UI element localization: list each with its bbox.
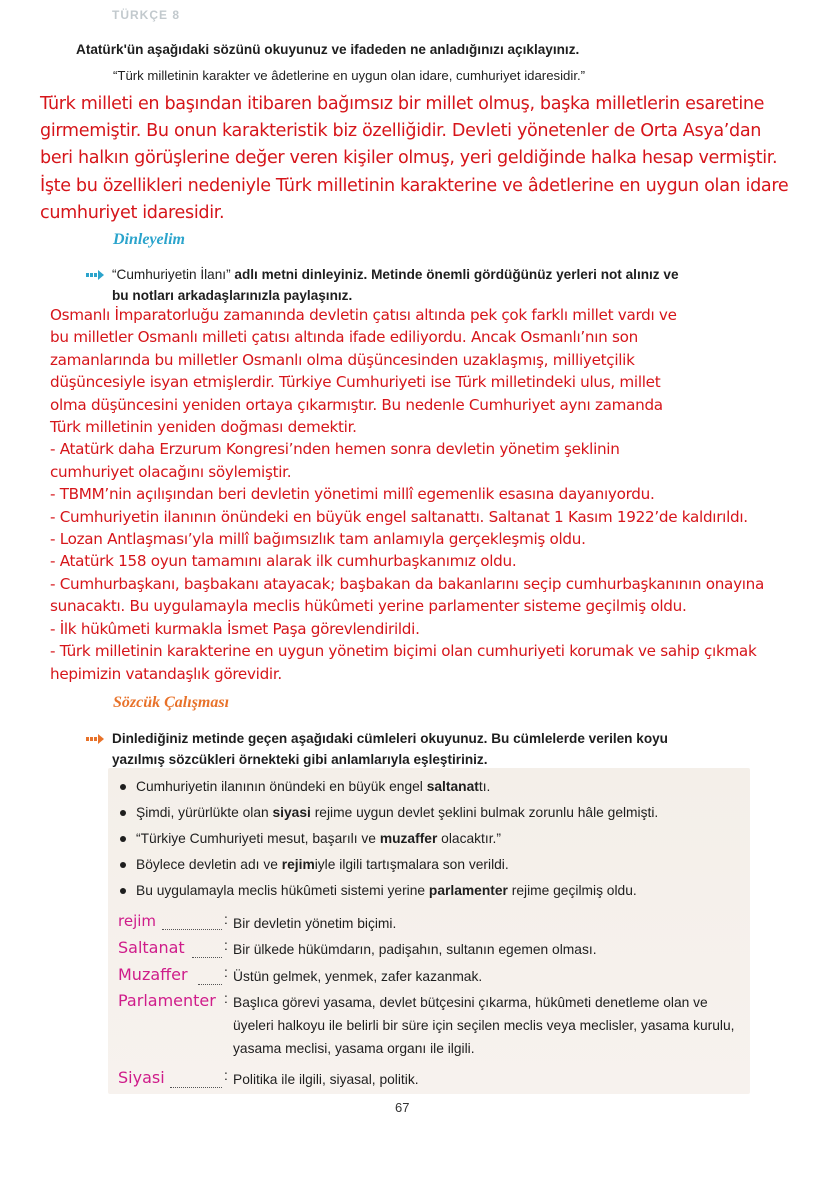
- definition-row: [118, 1068, 748, 1092]
- definition-row: [118, 965, 748, 989]
- definition-text: Bir devletin yönetim biçimi.: [233, 916, 397, 931]
- handwritten-answer-2: [50, 304, 830, 685]
- listening-section-title: Dinleyelim: [113, 231, 185, 248]
- sentence-text: Şimdi, yürürlükte olan: [136, 805, 273, 820]
- definition-text: Üstün gelmek, yenmek, zafer kazanmak.: [233, 969, 483, 984]
- answer1-line: cumhuriyet idaresidir.: [40, 202, 225, 223]
- definition-row: [118, 912, 748, 936]
- example-sentence: [118, 878, 748, 904]
- sentence-text: tı.: [478, 779, 491, 794]
- word-study-task-line2: yazılmış sözcükleri örnekteki gibi anlamlarıyla eşleştiriniz.: [112, 752, 488, 767]
- example-sentences: [118, 774, 748, 904]
- answer2-line: - Atatürk daha Erzurum Kongresi’nden hemen sonra devletin yönetim şeklinin: [50, 440, 620, 459]
- listening-task: [112, 264, 752, 306]
- listening-text-title: “Cumhuriyetin İlanı”: [112, 267, 231, 282]
- answer2-line: bu milletler Osmanlı milleti çatısı altında ifade ediliyordu. Ancak Osmanlı’nın son: [50, 328, 638, 347]
- sentence-text: Bu uygulamayla meclis hükûmeti sistemi yerine: [136, 883, 429, 898]
- definition-text: Başlıca görevi yasama, devlet bütçesini çıkarma, hükûmeti denetleme olan ve üyeleri halkoyu ile belirli bir süre için seçilen meclis veya meclisler, yasama kurulu, yasama meclisi, yasama organı ile ilgili.: [233, 995, 735, 1056]
- answer2-line: zamanlarında bu milletler Osmanlı olma düşüncesinden uzaklaşmış, milliyetçilik: [50, 350, 635, 369]
- keyword: muzaffer: [379, 831, 438, 846]
- answer2-line: - İlk hükûmeti kurmakla İsmet Paşa görevlendirildi.: [50, 619, 420, 638]
- handwritten-answer-1: [40, 91, 830, 227]
- definition-term: Parlamenter: [118, 991, 216, 1010]
- answer2-line: Türk milletinin yeniden doğması demektir.: [50, 418, 357, 437]
- answer1-line: Türk milleti en başından itibaren bağımsız bir millet olmuş, başka milletlerin esaretine: [40, 94, 765, 114]
- answer2-line: - Türk milletinin karakterine en uygun yönetim biçimi olan cumhuriyeti korumak ve sahip çıkmak: [50, 642, 757, 661]
- definition-text: Bir ülkede hükümdarın, padişahın, sultanın egemen olması.: [233, 942, 597, 957]
- sentence-text: rejime uygun devlet şeklini bulmak zorunlu hâle gelmişti.: [310, 805, 659, 820]
- word-study-task: [112, 728, 752, 770]
- answer2-line: - Atatürk 158 oyun tamamını alarak ilk cumhurbaşkanımız oldu.: [50, 552, 517, 571]
- listening-task-line2: bu notları arkadaşlarınızla paylaşınız.: [112, 288, 353, 303]
- example-sentence: [118, 774, 748, 800]
- colon: :: [224, 991, 228, 1006]
- example-sentence: [118, 852, 748, 878]
- sentence-text: Böylece devletin adı ve: [136, 857, 282, 872]
- dotted-line: [198, 983, 222, 985]
- answer1-line: İşte bu özellikleri nedeniyle Türk milletinin karakterine ve âdetlerine en uygun olan idare: [40, 175, 789, 196]
- definition-term: Siyasi: [118, 1068, 165, 1087]
- sentence-text: Cumhuriyetin ilanının önündeki en büyük engel: [136, 779, 427, 794]
- answer2-line: - Lozan Antlaşması’yla millî bağımsızlık tam anlamıyla gerçekleşmiş oldu.: [50, 530, 586, 549]
- example-sentence: [118, 826, 748, 852]
- definition-term: rejim: [118, 912, 157, 930]
- answer2-line: cumhuriyet olacağını söylemiştir.: [50, 462, 292, 481]
- sentence-text: iyle ilgili tartışmalara son verildi.: [314, 857, 509, 872]
- answer2-line: - TBMM’nin açılışından beri devletin yönetimi millî egemenlik esasına dayanıyordu.: [50, 485, 655, 504]
- answer2-line: düşüncesiyle isyan etmişlerdir. Türkiye Cumhuriyeti ise Türk milletindeki ulus, millet: [50, 373, 661, 392]
- definition-text: Politika ile ilgili, siyasal, politik.: [233, 1072, 419, 1087]
- header-banner: TÜRKÇE 8: [112, 8, 181, 22]
- colon: :: [224, 938, 228, 953]
- definition-row: [118, 991, 748, 1063]
- arrow-right-icon: [86, 270, 104, 280]
- dotted-line: [170, 1086, 222, 1088]
- ataturk-quote: “Türk milletinin karakter ve âdetlerine en uygun olan idare, cumhuriyet idaresidir.”: [113, 68, 586, 83]
- colon: :: [224, 912, 228, 927]
- sentence-text: rejime geçilmiş oldu.: [507, 883, 637, 898]
- sentence-text: olacaktır.”: [437, 831, 501, 846]
- colon: :: [224, 1068, 228, 1083]
- listening-task-text: adlı metni dinleyiniz. Metinde önemli gördüğünüz yerleri not alınız ve: [230, 267, 679, 282]
- word-study-task-line1: Dinlediğiniz metinde geçen aşağıdaki cümleleri okuyunuz. Bu cümlelerde verilen koyu: [112, 731, 668, 746]
- answer1-line: girmemiştir. Bu onun karakteristik biz özelliğidir. Devleti yönetenler de Orta Asya’dan: [40, 121, 762, 142]
- answer2-line: - Cumhuriyetin ilanının önündeki en büyük engel saltanattı. Saltanat 1 Kasım 1922’de kaldırıldı.: [50, 507, 748, 526]
- answer2-line: - Cumhurbaşkanı, başbakanı atayacak; başbakan da bakanlarını seçip cumhurbaşkanının onayına: [50, 574, 765, 593]
- definition-term: Muzaffer: [118, 965, 188, 984]
- page-number: 67: [395, 1100, 410, 1115]
- answer1-line: beri halkın görüşlerine değer veren kişiler olmuş, yeri geldiğinde halka hesap vermiştir.: [40, 148, 778, 169]
- keyword: siyasi: [272, 805, 311, 820]
- answer2-line: Osmanlı İmparatorluğu zamanında devletin çatısı altında pek çok farklı millet vardı ve: [50, 306, 677, 324]
- keyword: rejim: [281, 857, 315, 872]
- sentence-text: “Türkiye Cumhuriyeti mesut, başarılı ve: [136, 831, 380, 846]
- answer2-line: olma düşüncesini yeniden ortaya çıkarmıştır. Bu nedenle Cumhuriyet aynı zamanda: [50, 395, 663, 414]
- answer2-line: hepimizin vatandaşlık görevidir.: [50, 664, 282, 683]
- word-study-section-title: Sözcük Çalışması: [113, 694, 230, 711]
- example-sentence: [118, 800, 748, 826]
- dotted-line: [192, 956, 222, 958]
- dotted-line: [162, 928, 222, 930]
- definition-row: [118, 938, 748, 962]
- answer2-line: sunacaktı. Bu uygulamayla meclis hükûmeti yerine parlamenter sisteme geçilmiş oldu.: [50, 597, 687, 616]
- task1-instruction: Atatürk'ün aşağıdaki sözünü okuyunuz ve ifadeden ne anladığınızı açıklayınız.: [76, 42, 580, 57]
- definition-term: Saltanat: [118, 938, 185, 957]
- keyword: parlamenter: [428, 883, 508, 898]
- keyword: saltanat: [426, 779, 479, 794]
- arrow-right-icon: [86, 734, 104, 744]
- colon: :: [224, 965, 228, 980]
